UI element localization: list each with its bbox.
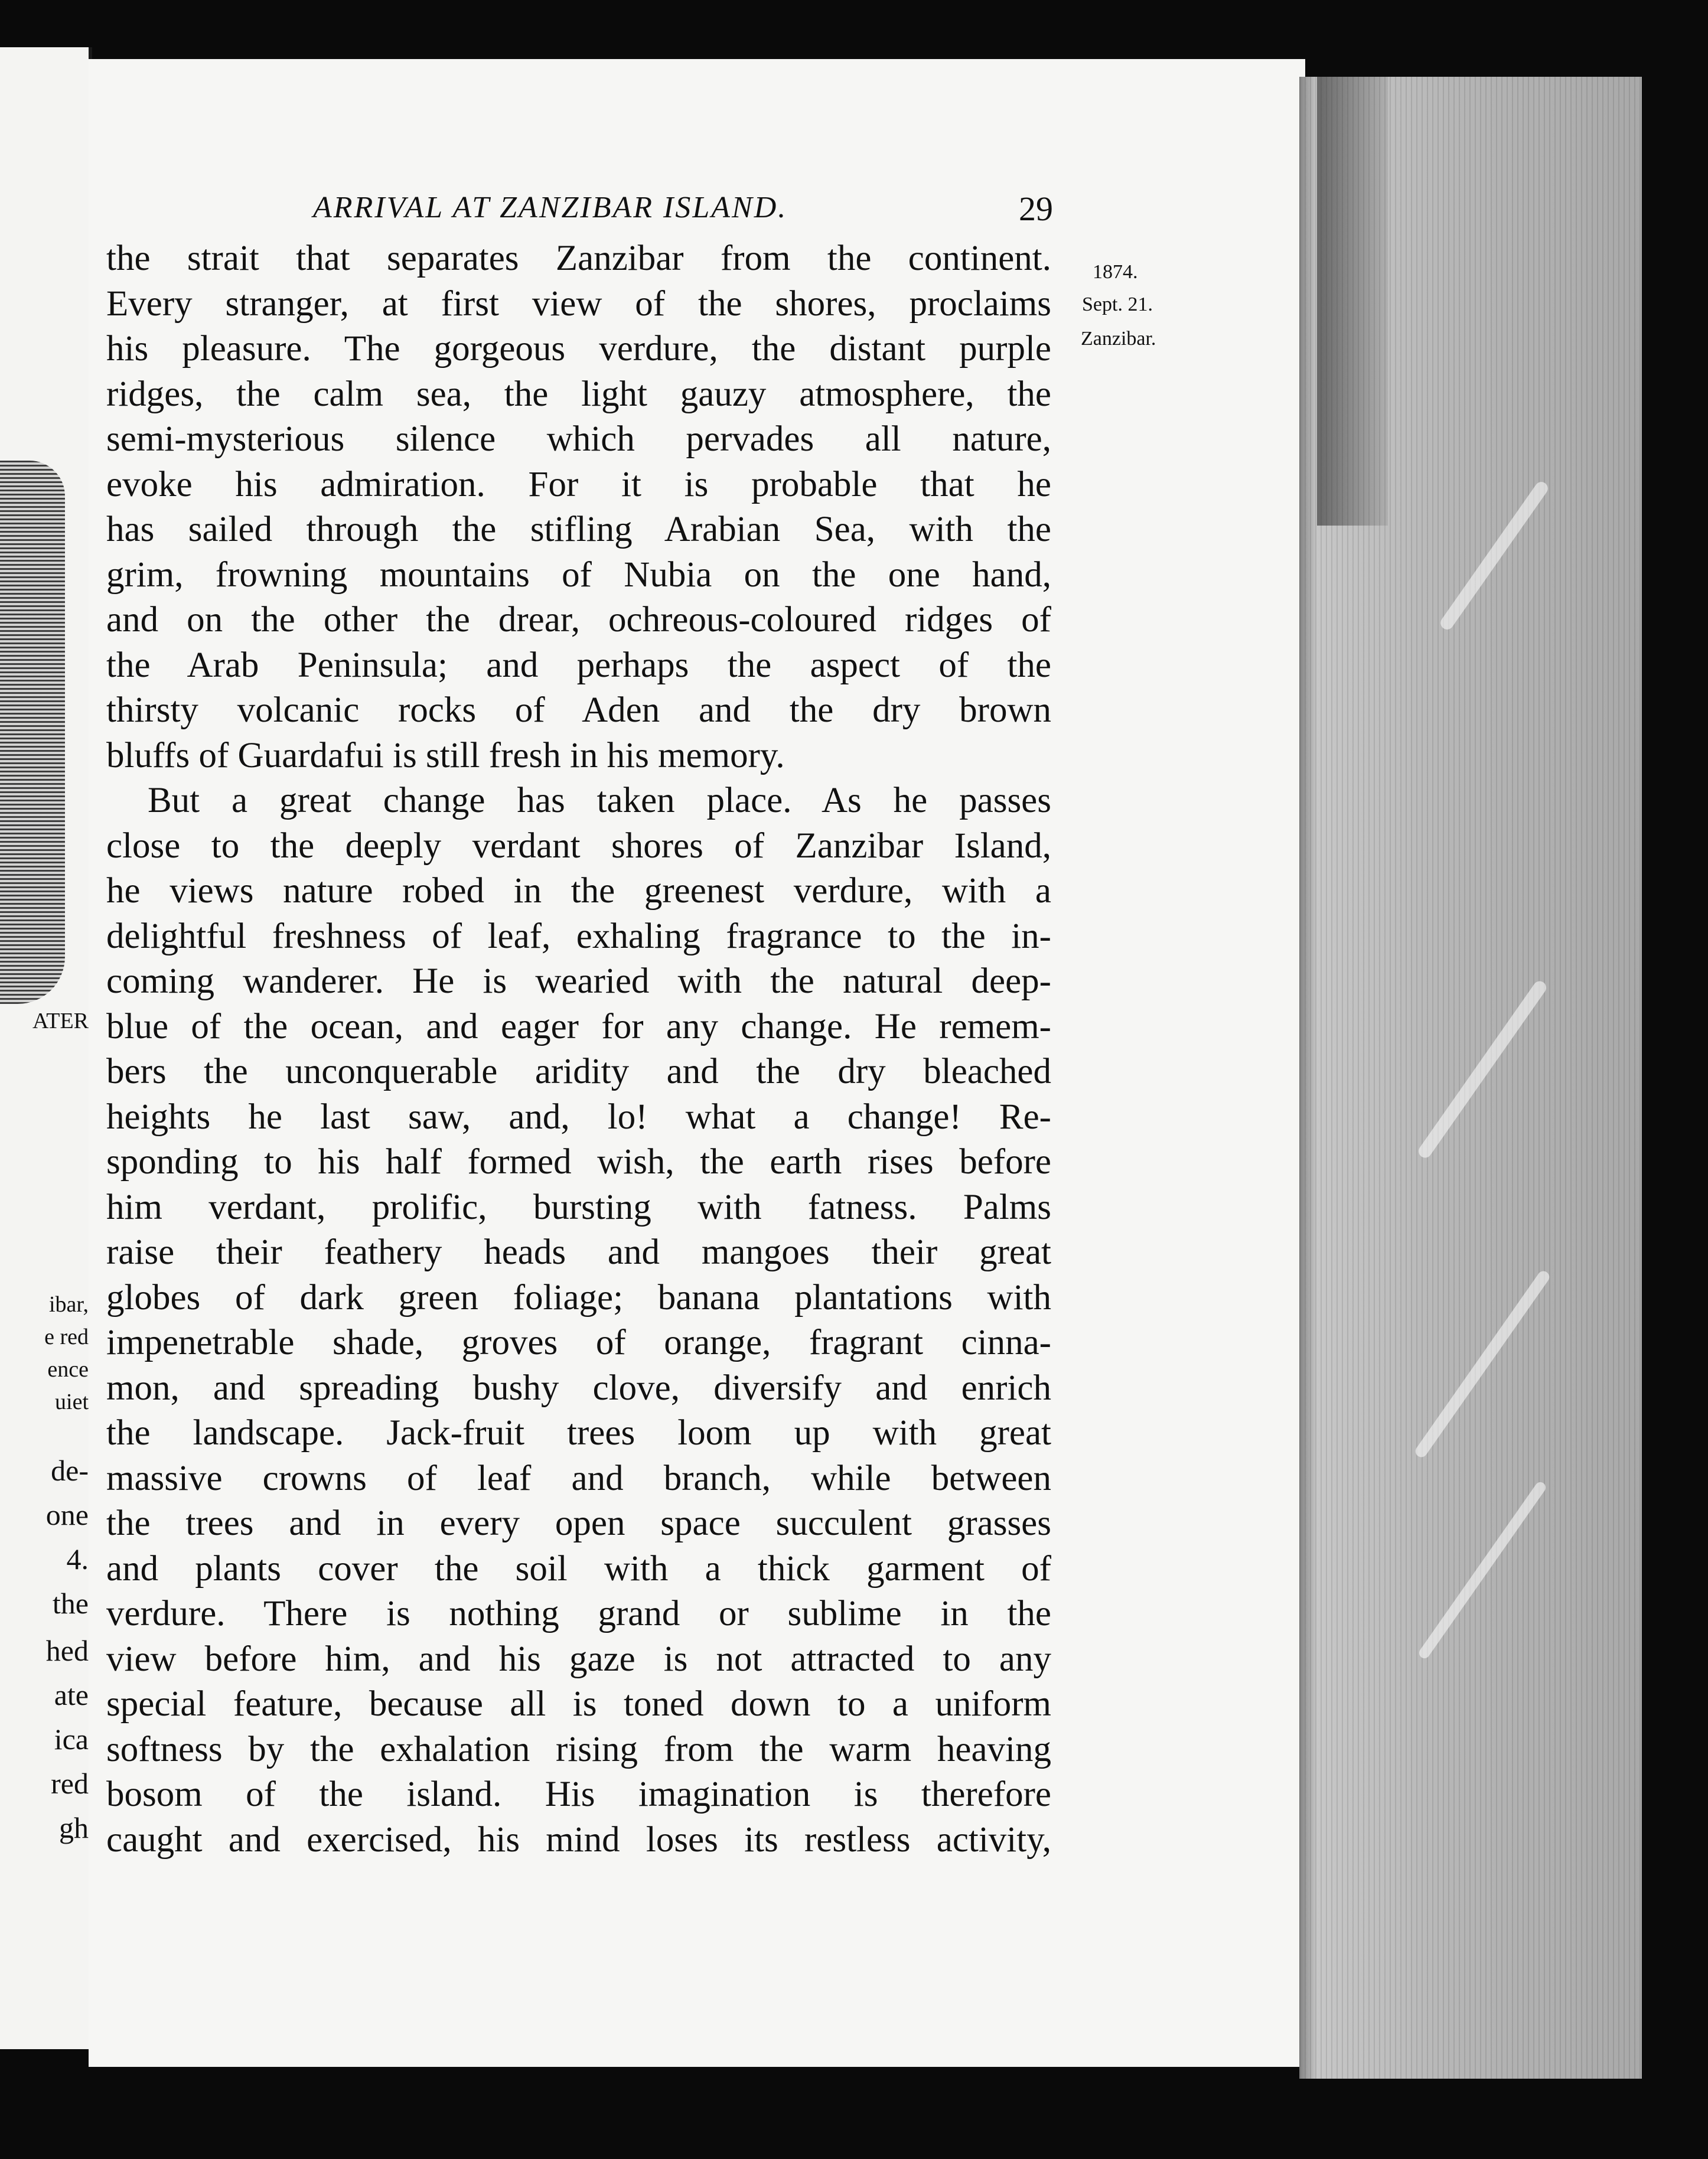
margin-note-date: Sept. 21. xyxy=(1082,293,1153,315)
previous-page-fragment xyxy=(0,47,92,2049)
text-line: impenetrable shade, groves of orange, fragrant cinna- xyxy=(106,1323,1051,1362)
left-fragment: ence xyxy=(47,1357,89,1382)
text-line: and on the other the drear, ochreous-coloured ridges of xyxy=(106,600,1051,640)
text-line: globes of dark green foliage; banana plantations with xyxy=(106,1277,1051,1317)
text-line: sponding to his half formed wish, the earth rises before xyxy=(106,1142,1051,1182)
text-line: blue of the ocean, and eager for any change. He remem- xyxy=(106,1006,1051,1046)
text-line: bluffs of Guardafui is still fresh in his memory. xyxy=(106,735,785,775)
left-fragment: ica xyxy=(54,1723,89,1756)
left-fragment: gh xyxy=(59,1811,89,1844)
text-line: heights he last saw, and, lo! what a change! Re- xyxy=(106,1097,1051,1137)
text-line: semi-mysterious silence which pervades all nature, xyxy=(106,419,1051,459)
left-fragment: the xyxy=(52,1587,89,1620)
left-fragment: ate xyxy=(54,1678,89,1711)
left-fragment: ibar, xyxy=(48,1292,89,1317)
engraving-fragment xyxy=(0,461,65,1004)
left-fragment: de- xyxy=(51,1454,89,1487)
text-line: grim, frowning mountains of Nubia on the one hand, xyxy=(106,555,1051,595)
text-line: Every stranger, at first view of the shores, proclaims xyxy=(106,283,1051,324)
text-line: raise their feathery heads and mangoes their great xyxy=(106,1232,1051,1272)
text-line: him verdant, prolific, bursting with fatness. Palms xyxy=(106,1187,1051,1227)
body-text xyxy=(106,236,1051,1863)
page-edge-shadow xyxy=(1299,77,1317,2079)
left-fragment: uiet xyxy=(55,1390,89,1414)
margin-note-year: 1874. xyxy=(1093,261,1138,283)
text-line: and plants cover the soil with a thick garment of xyxy=(106,1548,1051,1589)
text-line: caught and exercised, his mind loses its restless activity, xyxy=(106,1819,1051,1860)
text-line: view before him, and his gaze is not attracted to any xyxy=(106,1639,1051,1679)
text-line: coming wanderer. He is wearied with the natural deep- xyxy=(106,961,1051,1001)
left-fragment: e red xyxy=(44,1325,89,1349)
text-line: bers the unconquerable aridity and the dry bleached xyxy=(106,1052,1051,1091)
text-line: mon, and spreading bushy clove, diversify and enrich xyxy=(106,1368,1051,1408)
text-line: thirsty volcanic rocks of Aden and the dry brown xyxy=(106,690,1051,730)
text-line: the strait that separates Zanzibar from the continent. xyxy=(106,239,1051,278)
margin-note-place: Zanzibar. xyxy=(1081,328,1156,350)
text-line: evoke his admiration. For it is probable that he xyxy=(106,464,1051,504)
text-line: delightful freshness of leaf, exhaling fragrance to the in- xyxy=(106,916,1051,956)
text-line: he views nature robed in the greenest verdure, with a xyxy=(106,871,1051,911)
left-fragment: hed xyxy=(45,1634,89,1667)
left-fragment: ATER xyxy=(32,1009,89,1033)
left-fragment: 4. xyxy=(66,1542,89,1576)
text-line: But a great change has taken place. As he passes xyxy=(148,781,1051,820)
text-line: his pleasure. The gorgeous verdure, the distant purple xyxy=(106,329,1051,368)
text-line: softness by the exhalation rising from the warm heaving xyxy=(106,1729,1051,1769)
running-head: ARRIVAL AT ZANZIBAR ISLAND. xyxy=(313,191,788,224)
text-line: verdure. There is nothing grand or sublime in the xyxy=(106,1594,1051,1633)
page-edge-dark-band xyxy=(1317,77,1388,526)
text-line: has sailed through the stifling Arabian Sea, with the xyxy=(106,510,1051,549)
text-line: massive crowns of leaf and branch, while between xyxy=(106,1458,1051,1498)
text-line: ridges, the calm sea, the light gauzy atmosphere, the xyxy=(106,374,1051,414)
left-fragment: red xyxy=(51,1767,89,1800)
text-line: special feature, because all is toned down to a uniform xyxy=(106,1684,1051,1724)
text-line: bosom of the island. His imagination is therefore xyxy=(106,1775,1051,1814)
text-line: the trees and in every open space succulent grasses xyxy=(106,1504,1051,1543)
page-number: 29 xyxy=(1019,190,1053,228)
text-line: close to the deeply verdant shores of Zanzibar Island, xyxy=(106,826,1051,866)
text-line: the Arab Peninsula; and perhaps the aspect of the xyxy=(106,645,1051,685)
left-fragment: one xyxy=(45,1498,89,1531)
text-line: the landscape. Jack-fruit trees loom up with great xyxy=(106,1413,1051,1453)
